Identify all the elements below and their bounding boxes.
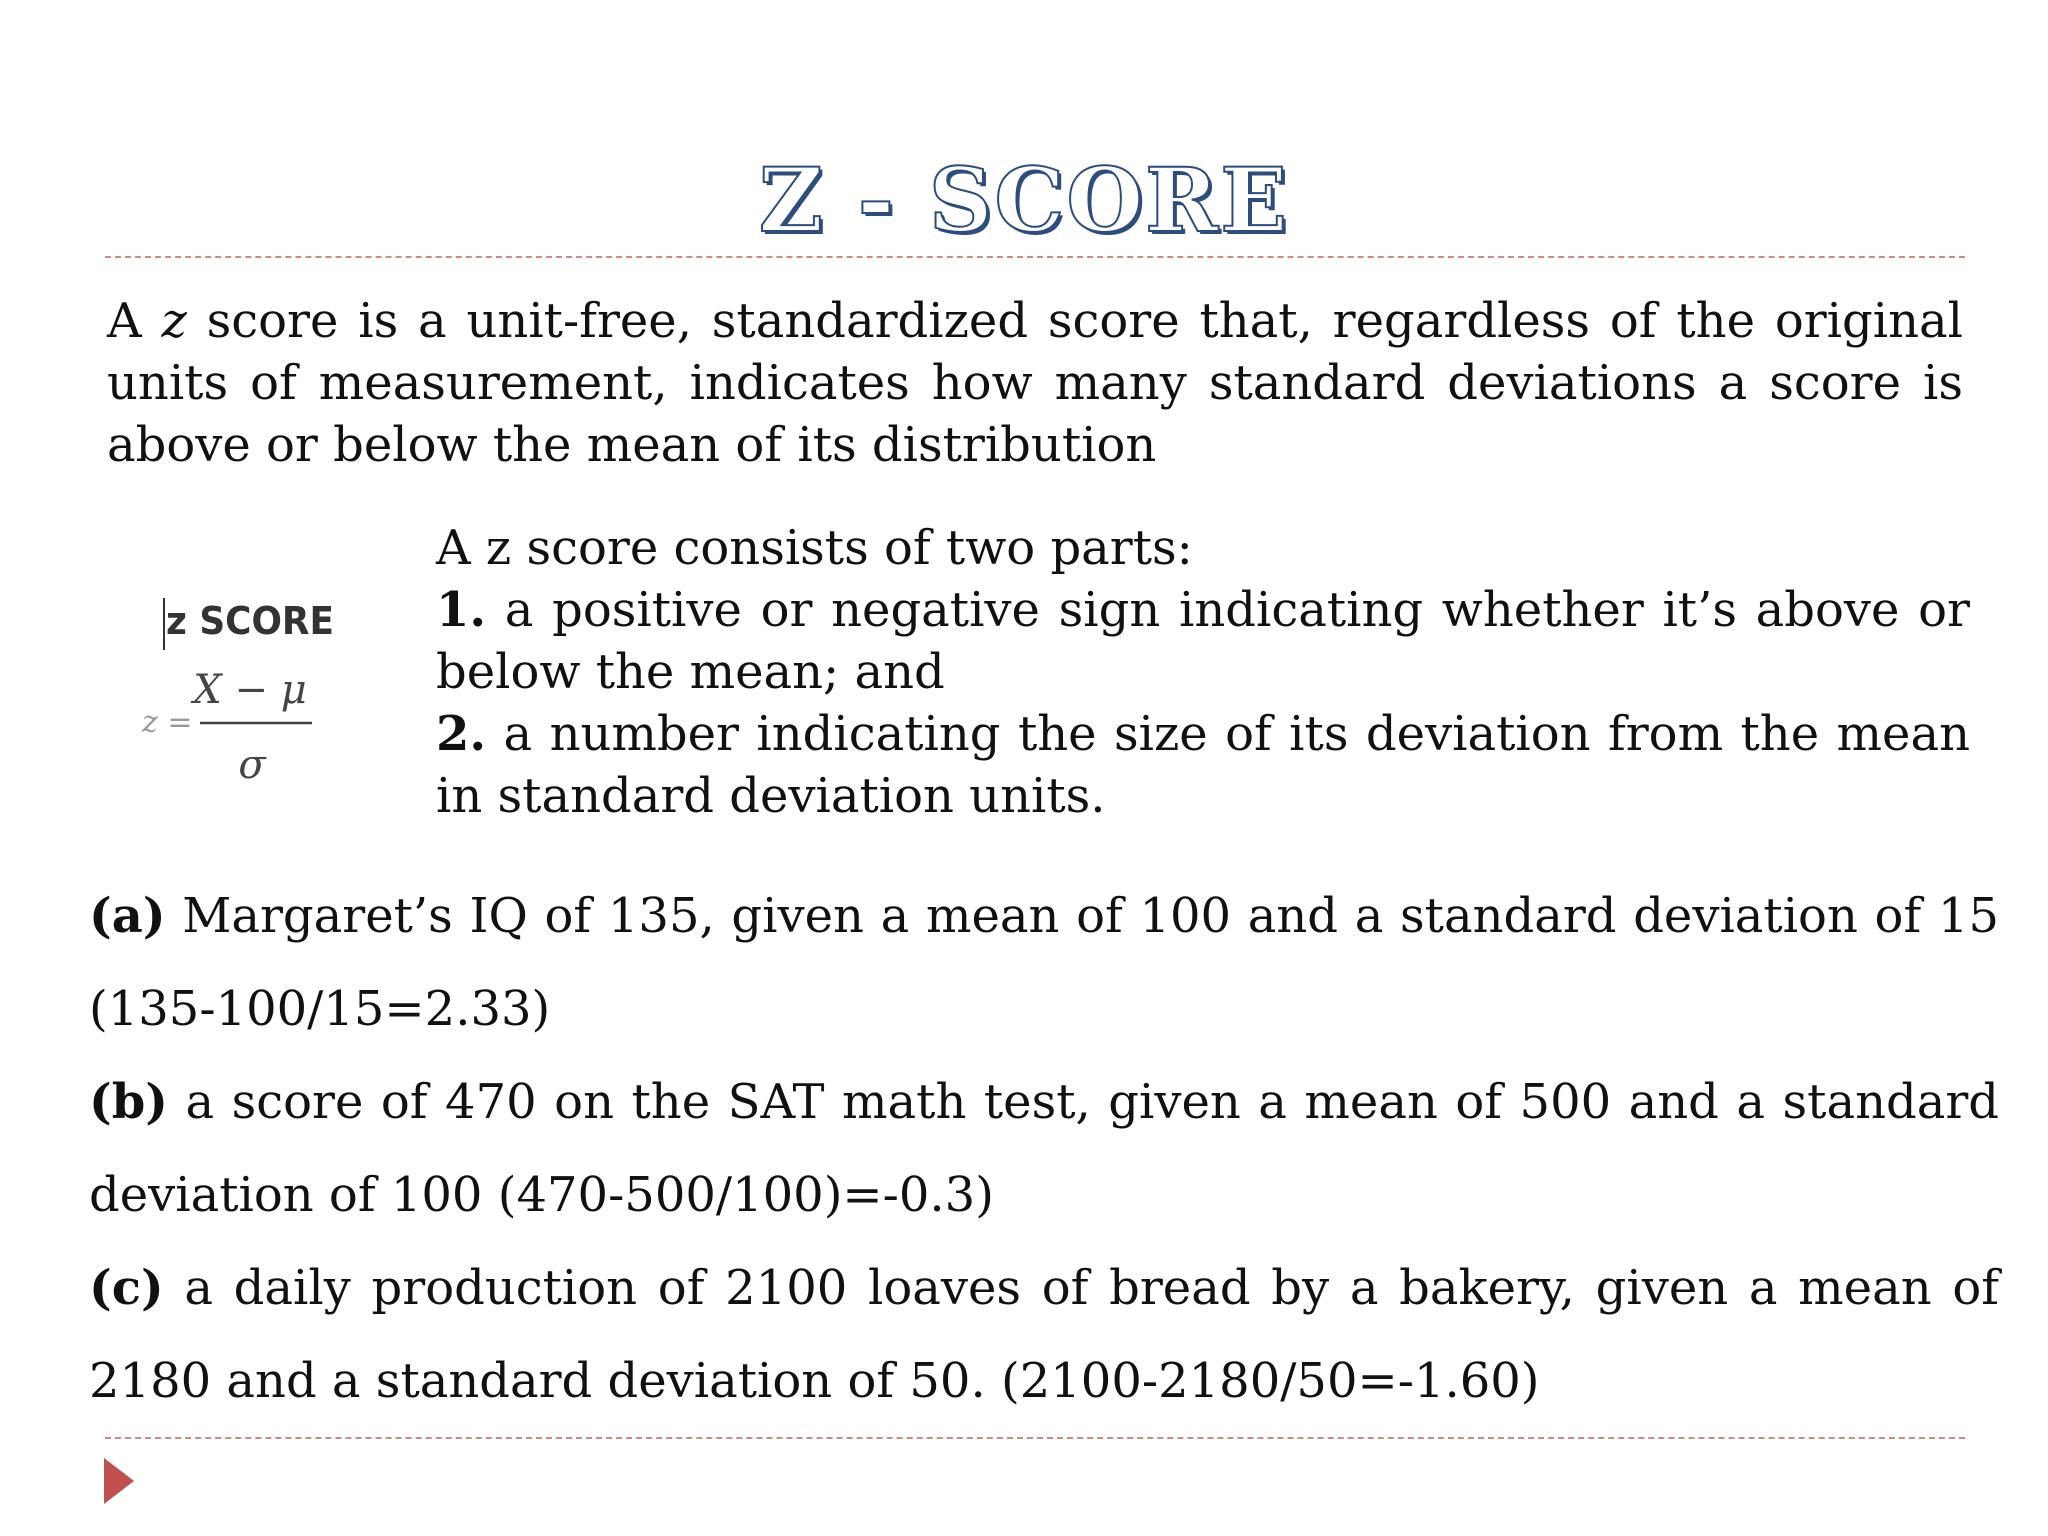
top-divider: [105, 256, 1965, 258]
example-b-text: a score of 470 on the SAT math test, given a mean of 500 and a standard deviation of 100 (470-500/100)=-0.3): [89, 1074, 1999, 1223]
example-c-label: (c): [89, 1260, 164, 1316]
example-a-label: (a): [89, 888, 166, 944]
example-c: [89, 1242, 1999, 1428]
example-b: [89, 1056, 1999, 1242]
formula-label: z SCORE: [166, 599, 334, 643]
slide-title: Z - SCORE: [758, 148, 1290, 252]
formula-denominator: σ: [238, 742, 266, 788]
bottom-divider: [105, 1437, 1965, 1439]
definition-paragraph: [107, 290, 1963, 476]
formula-numerator: X − μ: [193, 667, 307, 713]
definition-z-variable: z: [161, 293, 187, 349]
example-c-text: a daily production of 2100 loaves of bread by a bakery, given a mean of 2180 and a standard deviation of 50. (2100-2180/50=-1.60): [89, 1260, 1999, 1409]
z-score-formula-image: [140, 590, 340, 800]
triangle-right-icon: [104, 1458, 134, 1504]
parts-intro: A z score consists of two parts:: [436, 520, 1193, 576]
parts-item-1-text: a positive or negative sign indicating whether it’s above or below the mean; and: [436, 582, 1970, 700]
parts-item-2-number: 2.: [436, 706, 487, 762]
formula-lhs: z =: [142, 705, 193, 740]
parts-item-2-text: a number indicating the size of its deviation from the mean in standard deviation units.: [436, 706, 1970, 824]
example-a-text: Margaret’s IQ of 135, given a mean of 100 and a standard deviation of 15 (135-100/15=2.33): [89, 888, 1999, 1037]
definition-lead: A: [107, 293, 162, 349]
parts-item-2: [436, 703, 1970, 827]
z-score-parts: [436, 517, 1970, 827]
definition-body: score is a unit-free, standardized score that, regardless of the original units of measurement, indicates how many standard deviations a score is above or below the mean of its distribution: [107, 293, 1963, 473]
example-b-label: (b): [89, 1074, 168, 1130]
example-a: [89, 870, 1999, 1056]
parts-item-1-number: 1.: [436, 582, 487, 638]
examples-list: [89, 870, 1999, 1428]
parts-item-1: [436, 579, 1970, 703]
